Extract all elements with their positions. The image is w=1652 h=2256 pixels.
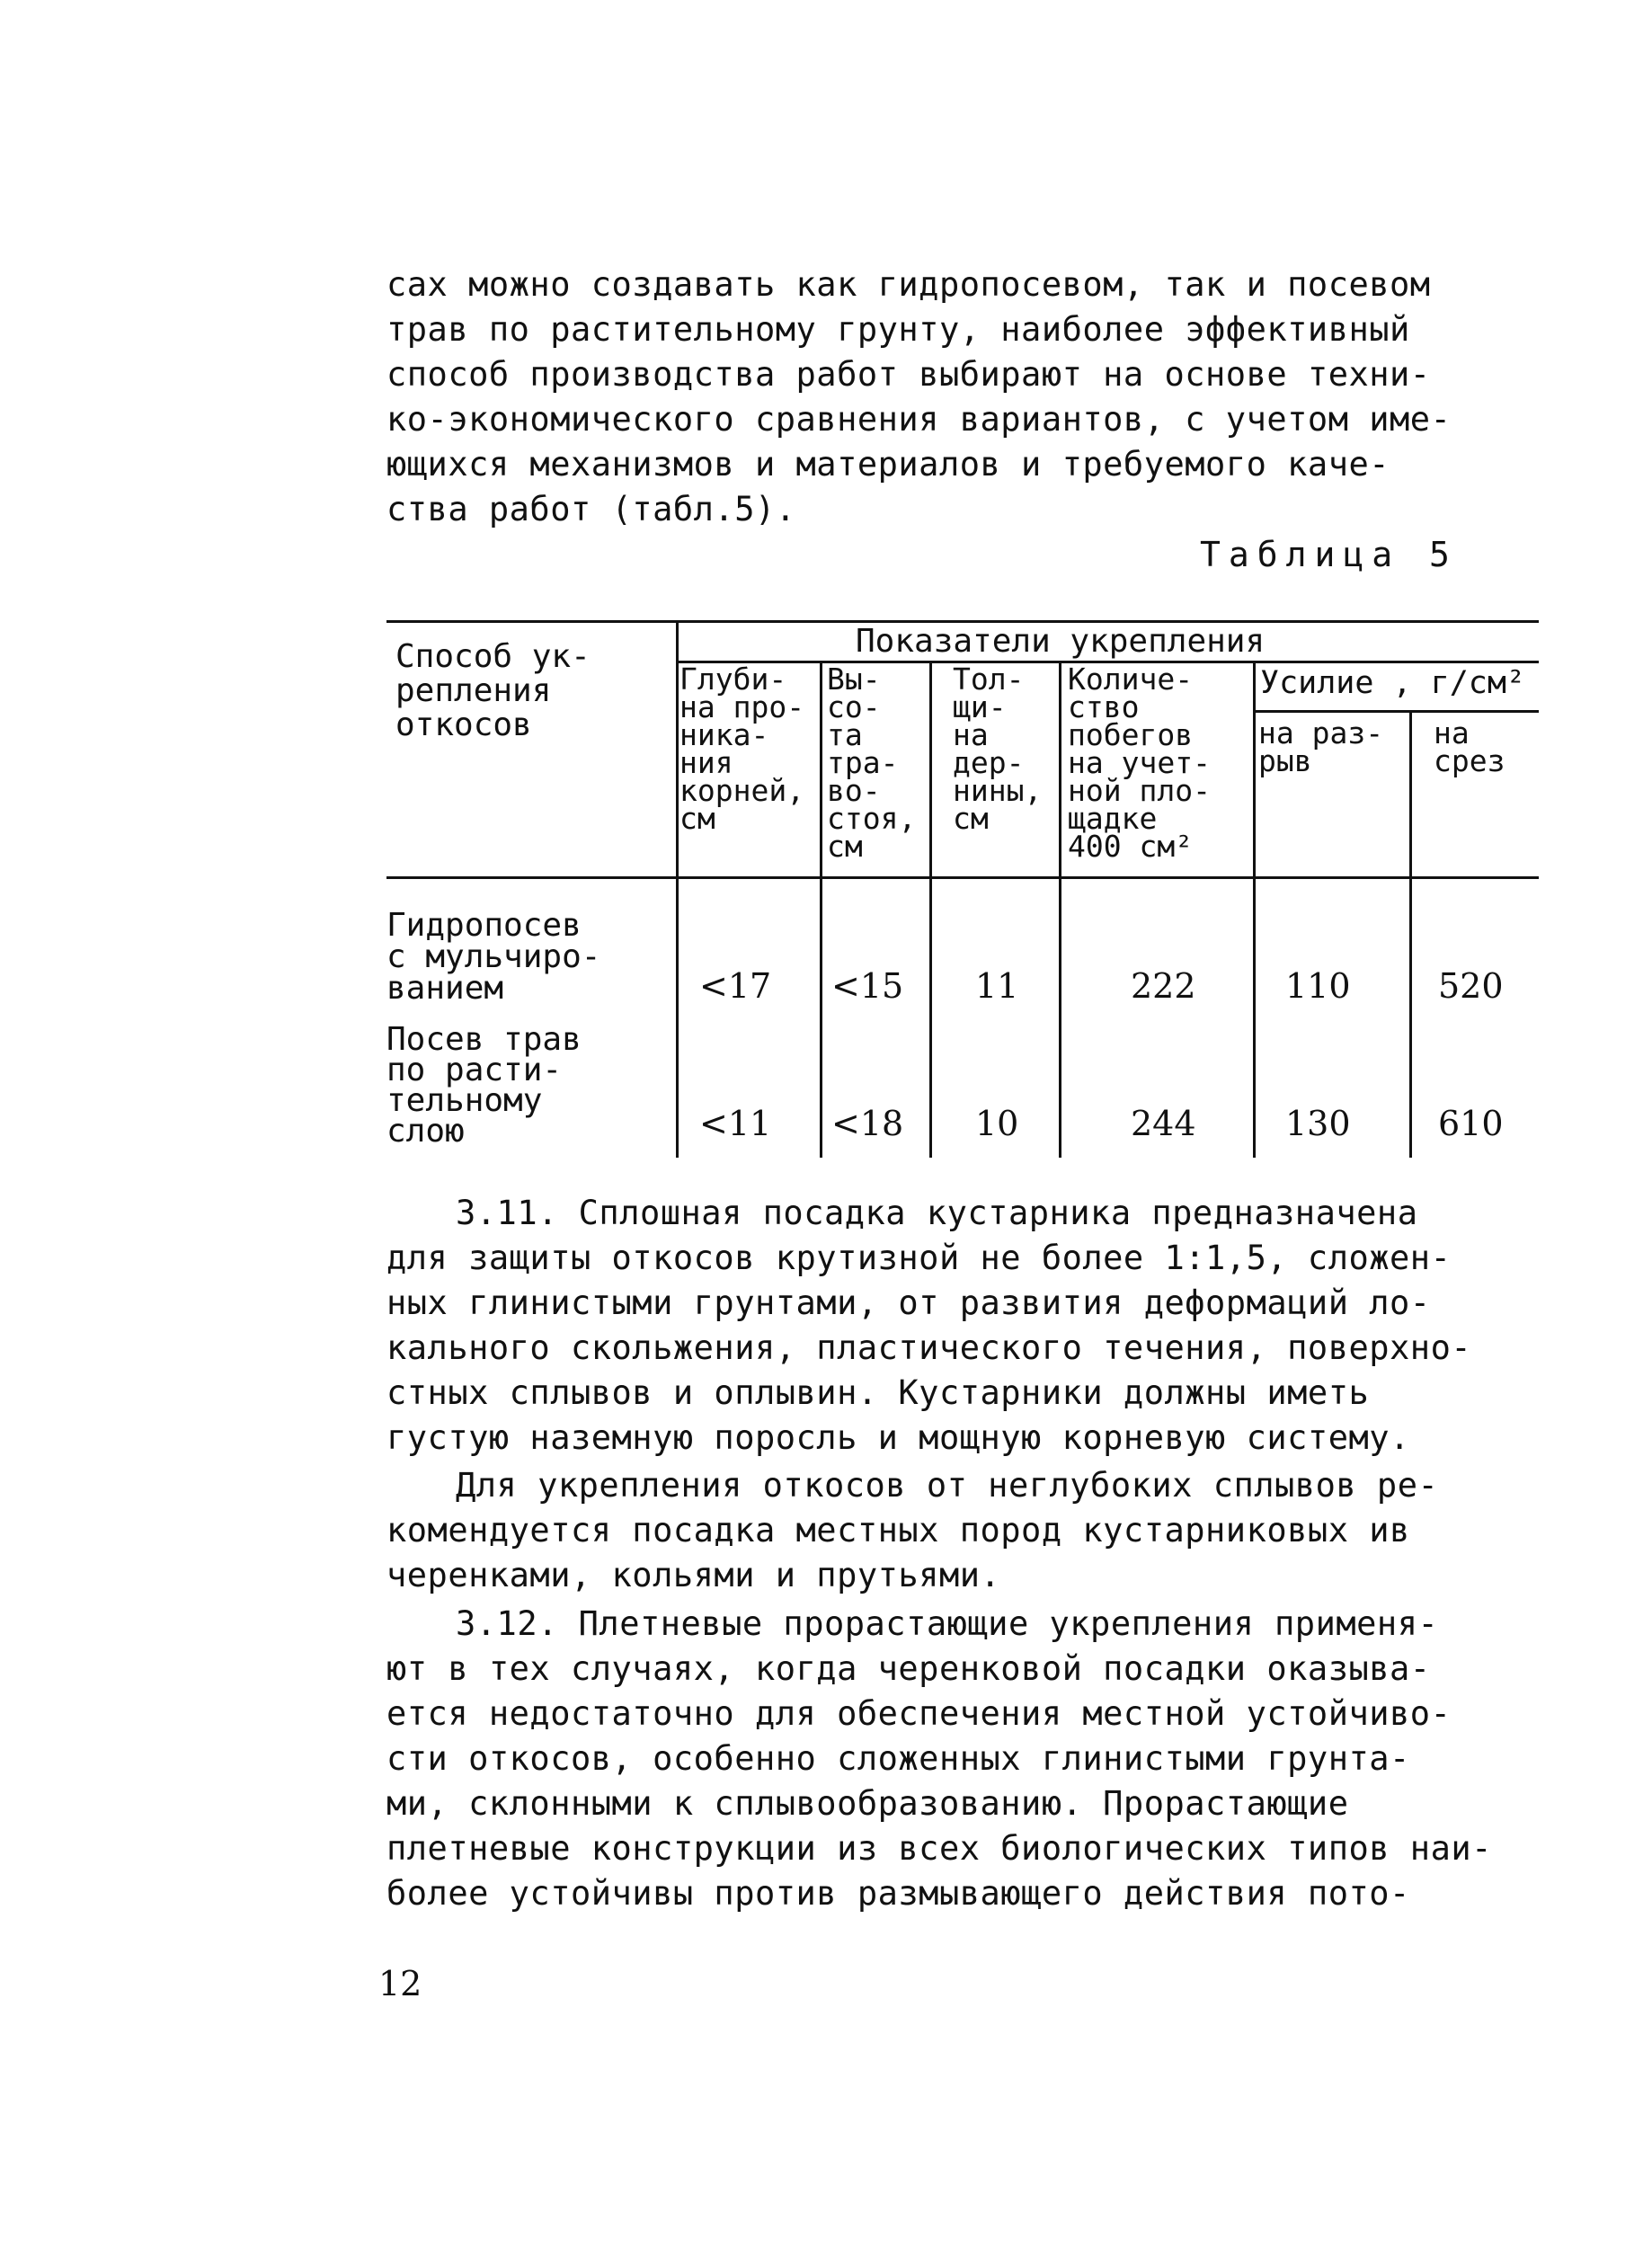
header-force: Усилие , г/см² — [1260, 665, 1526, 701]
paragraph-3-12 — [386, 1602, 1523, 1916]
table-cell: 130 — [1285, 1104, 1351, 1143]
text-line: сти откосов, особенно сложенных глинистыми грунта- — [386, 1739, 1410, 1778]
text-line: черенками, кольями и прутьями. — [386, 1556, 1001, 1594]
table-cell: 11 — [975, 966, 1019, 1006]
header-method: Способ ук- репления откосов — [395, 638, 591, 743]
text-line: сах можно создавать как гидропосевом, так и посевом — [386, 265, 1431, 304]
text-line: способ производства работ выбирают на основе техни- — [386, 355, 1431, 394]
text-line: комендуется посадка местных пород кустарниковых ив — [386, 1511, 1410, 1550]
text-line: 3.11. Сплошная посадка кустарника предназначена — [456, 1194, 1418, 1232]
text-line: ют в тех случаях, когда черенковой посадки оказыва- — [386, 1649, 1431, 1688]
text-line: ко-экономического сравнения вариантов, с учетом име- — [386, 400, 1452, 439]
text-line: ства работ (табл.5). — [386, 490, 796, 528]
header-force-shear: на срез — [1434, 715, 1505, 778]
table-cell: <17 — [699, 966, 772, 1006]
text-line: стных сплывов и оплывин. Кустарники должны иметь — [386, 1373, 1370, 1412]
page-number: 12 — [378, 1964, 422, 2003]
table-cell: <18 — [831, 1104, 904, 1143]
table-cell: 610 — [1438, 1104, 1504, 1143]
text-line: 3.12. Плетневые прорастающие укрепления применя- — [456, 1604, 1439, 1643]
table-cell: 222 — [1131, 966, 1196, 1006]
text-line: плетневые конструкции из всех биологических типов наи- — [386, 1829, 1492, 1868]
paragraph-3-11 — [386, 1191, 1523, 1461]
text-line: ется недостаточно для обеспечения местной устойчиво- — [386, 1694, 1452, 1733]
text-line: ющихся механизмов и материалов и требуемого каче- — [386, 445, 1390, 484]
paragraph-3-11-continued — [386, 1463, 1523, 1598]
text-line: более устойчивы против размывающего действия пото- — [386, 1874, 1410, 1913]
table-cell: <11 — [699, 1104, 772, 1143]
col-divider — [1409, 710, 1412, 1158]
col-divider — [929, 661, 932, 1158]
table-cell: 520 — [1438, 966, 1504, 1006]
row-method: Посев трав по расти- тельному слою — [386, 1021, 582, 1150]
table-caption: Таблица 5 — [1200, 535, 1458, 574]
col-divider — [676, 620, 679, 1158]
text-line: ных глинистыми грунтами, от развития деформаций ло- — [386, 1283, 1431, 1322]
table-cell: 244 — [1131, 1104, 1196, 1143]
text-line: ми, склонными к сплывообразованию. Прорастающие — [386, 1784, 1349, 1823]
table-cell: 10 — [975, 1104, 1019, 1143]
header-force-tear: на раз- рыв — [1258, 715, 1384, 778]
col-divider — [820, 661, 822, 1158]
row-method: Гидропосев с мульчиро- ванием — [386, 907, 601, 1007]
table-cell: <15 — [831, 966, 904, 1006]
header-root-depth: Глуби- на про- ника- ния корней, см — [679, 662, 805, 836]
header-shoot-count: Количе- ство побегов на учет- ной пло- щадке 400 см² — [1068, 662, 1211, 864]
text-line: кального скольжения, пластического течения, поверхно- — [386, 1328, 1472, 1367]
text-line: для защиты откосов крутизной не более 1:1,5, сложен- — [386, 1239, 1452, 1277]
text-line: трав по растительному грунту, наиболее эффективный — [386, 310, 1410, 349]
header-group: Показатели укрепления — [856, 623, 1266, 660]
header-sod-thickness: Тол- щи- на дер- нины, см — [953, 662, 1043, 836]
paragraph-top — [386, 262, 1523, 532]
col-divider — [1253, 661, 1256, 1158]
header-bottom-rule — [386, 876, 1539, 879]
col-divider — [1059, 661, 1061, 1158]
table-cell: 110 — [1285, 966, 1351, 1006]
text-line: Для укрепления откосов от неглубоких сплывов ре- — [456, 1466, 1439, 1505]
force-underline — [1254, 710, 1539, 713]
text-line: густую наземную поросль и мощную корневую систему. — [386, 1418, 1410, 1457]
header-grass-height: Вы- со- та тра- во- стоя, см — [827, 662, 917, 864]
